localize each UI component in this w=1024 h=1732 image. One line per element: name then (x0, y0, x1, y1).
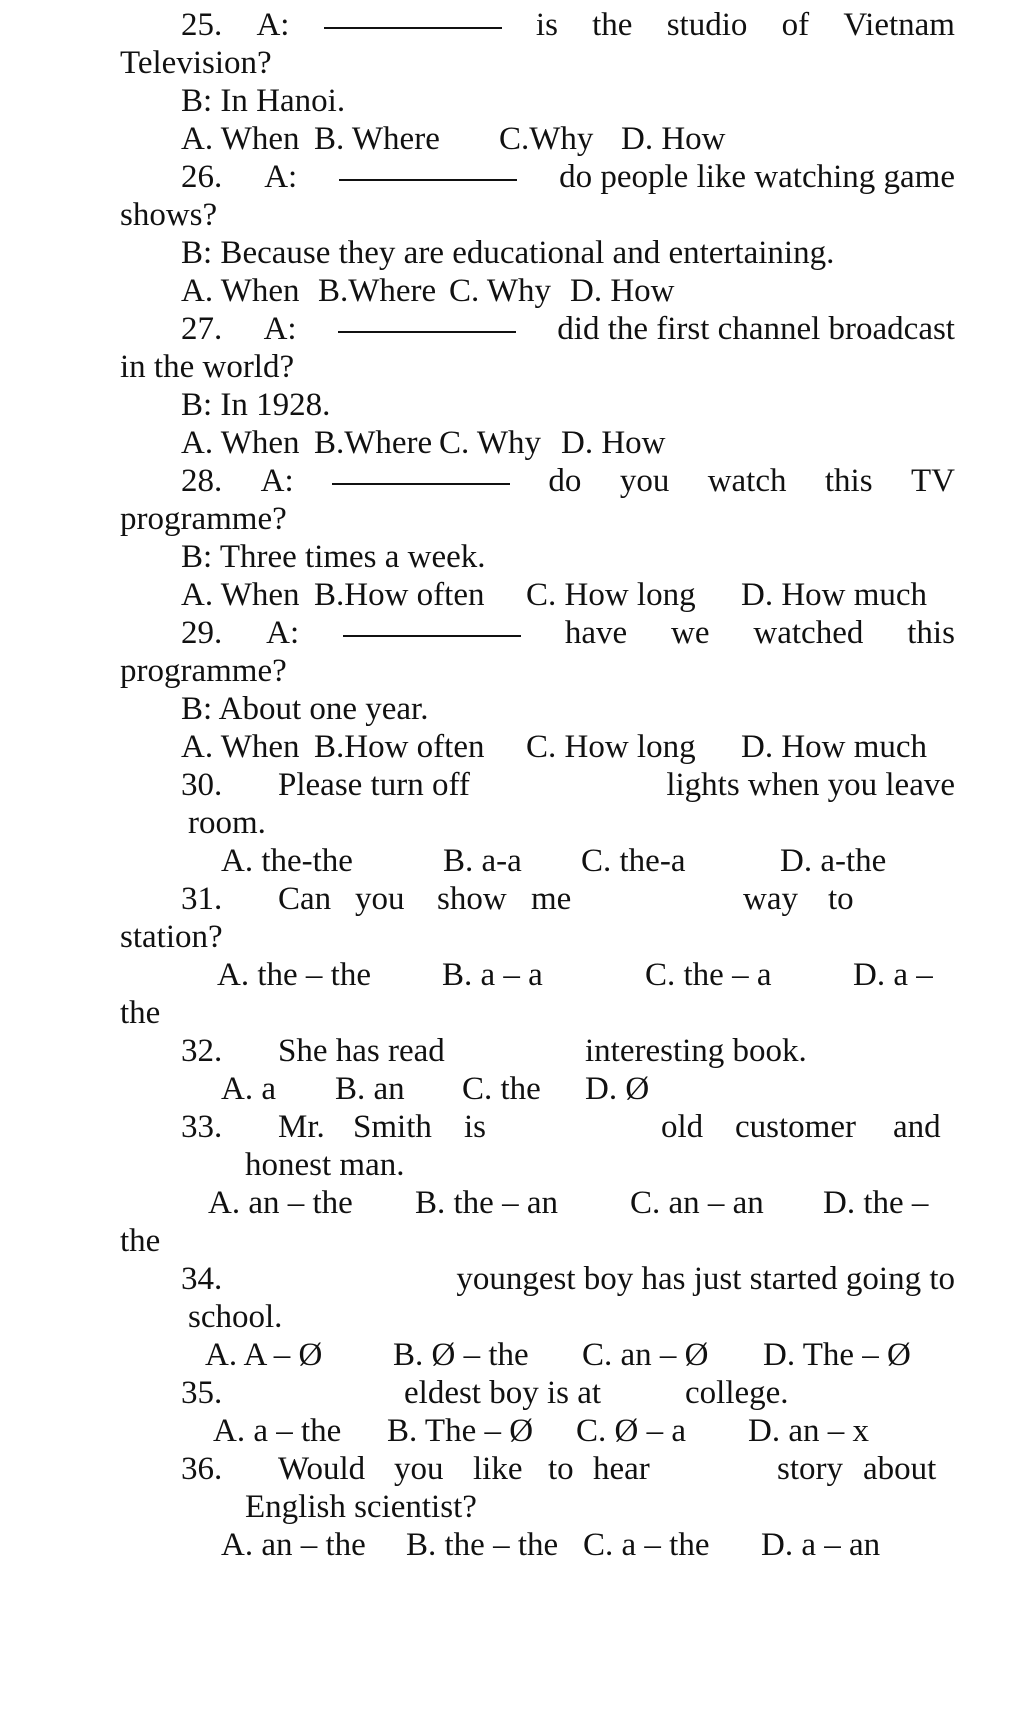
option-c[interactable]: C. an – an (630, 1185, 764, 1221)
question-number: 35. (181, 1375, 223, 1411)
question-number: 27. (181, 311, 223, 347)
question-34-continuation: school. (188, 1299, 283, 1335)
stem-word: about (863, 1451, 937, 1487)
option-b[interactable]: B.Where (314, 425, 433, 461)
question-number: 28. (181, 463, 223, 499)
question-number: 34. (181, 1261, 223, 1297)
stem-word: you (394, 1451, 444, 1487)
stem-word: Can (278, 881, 332, 917)
stem-word: we (671, 615, 710, 651)
stem-after-2: college. (685, 1375, 789, 1411)
question-29-continuation: programme? (120, 653, 287, 689)
option-d[interactable]: D. a – an (761, 1527, 881, 1563)
option-d[interactable]: D. How (621, 121, 726, 157)
question-number: 30. (181, 767, 223, 803)
stem-after: interesting book. (585, 1033, 807, 1069)
option-b[interactable]: B.How often (314, 577, 485, 613)
question-31-continuation: station? (120, 919, 223, 955)
stem-word: watch (707, 463, 787, 499)
answer-blank[interactable] (338, 331, 516, 333)
option-d[interactable]: D. How (570, 273, 675, 309)
question-33-options-wrap: the (120, 1223, 161, 1259)
answer-blank[interactable] (324, 27, 502, 29)
question-number: 29. (181, 615, 223, 651)
stem-word: like (473, 1451, 523, 1487)
answer-blank[interactable] (339, 179, 517, 181)
option-b[interactable]: B.Where (318, 273, 437, 309)
option-d[interactable]: D. How much (741, 729, 928, 765)
stem-word: Mr. (278, 1109, 325, 1145)
stem-word: Smith (353, 1109, 432, 1145)
question-26-continuation: shows? (120, 197, 218, 233)
option-b[interactable]: B. a – a (442, 957, 543, 993)
question-number: 36. (181, 1451, 223, 1487)
question-29-response: B: About one year. (181, 691, 429, 727)
option-a[interactable]: A. When (181, 729, 300, 765)
stem-word: do (548, 463, 582, 499)
stem-text: do people like watching game (559, 159, 955, 195)
stem-word: Vietnam (843, 7, 955, 43)
answer-blank[interactable] (343, 635, 521, 637)
option-d[interactable]: D. The – Ø (763, 1337, 911, 1373)
question-number: 25. (181, 7, 223, 43)
answer-blank[interactable] (332, 483, 510, 485)
option-b[interactable]: B. the – an (415, 1185, 558, 1221)
question-26-response: B: Because they are educational and entertaining. (181, 235, 835, 271)
stem-word: me (531, 881, 572, 917)
option-c[interactable]: C. Why (449, 273, 552, 309)
stem-word: to (828, 881, 854, 917)
option-a[interactable]: A. When (181, 273, 300, 309)
question-25-response: B: In Hanoi. (181, 83, 346, 119)
stem-after-1: eldest boy is at (404, 1375, 602, 1411)
option-a[interactable]: A. an – the (221, 1527, 366, 1563)
stem-word: TV (910, 463, 955, 499)
option-a[interactable]: A. a – the (213, 1413, 342, 1449)
question-number: 26. (181, 159, 223, 195)
option-c[interactable]: C. the – a (645, 957, 772, 993)
option-b[interactable]: B. Ø – the (393, 1337, 529, 1373)
stem-word: studio (666, 7, 748, 43)
option-a[interactable]: A. a (221, 1071, 276, 1107)
question-28-continuation: programme? (120, 501, 287, 537)
option-c[interactable]: C. the-a (581, 843, 686, 879)
option-d[interactable]: D. a – (853, 957, 933, 993)
option-c[interactable]: C. How long (526, 577, 696, 613)
stem-word: you (355, 881, 405, 917)
question-number: 32. (181, 1033, 223, 1069)
speaker-label: A: (264, 159, 298, 195)
option-c[interactable]: C. the (462, 1071, 541, 1107)
stem-before: Please turn off (278, 767, 470, 803)
option-a[interactable]: A. the-the (221, 843, 353, 879)
question-29-stem (181, 612, 955, 654)
option-a[interactable]: A. an – the (208, 1185, 353, 1221)
stem-word: story (777, 1451, 843, 1487)
stem-word: show (437, 881, 507, 917)
stem-word: is (535, 7, 558, 43)
option-b[interactable]: B.How often (314, 729, 485, 765)
option-d[interactable]: D. How much (741, 577, 928, 613)
speaker-label: A: (266, 615, 300, 651)
option-b[interactable]: B. The – Ø (387, 1413, 534, 1449)
stem-word: hear (593, 1451, 650, 1487)
stem-word: watched (753, 615, 864, 651)
question-27-stem (181, 308, 955, 350)
question-number: 31. (181, 881, 223, 917)
option-d[interactable]: D. an – x (748, 1413, 869, 1449)
option-c[interactable]: C. Ø – a (576, 1413, 686, 1449)
question-28-response: B: Three times a week. (181, 539, 486, 575)
stem-word: is (464, 1109, 487, 1145)
stem-word: Would (278, 1451, 366, 1487)
option-a[interactable]: A. the – the (217, 957, 371, 993)
question-number: 33. (181, 1109, 223, 1145)
option-a[interactable]: A. When (181, 577, 300, 613)
question-25-continuation: Television? (120, 45, 272, 81)
option-d[interactable]: D. How (561, 425, 666, 461)
stem-before: She has read (278, 1033, 445, 1069)
option-c[interactable]: C. a – the (583, 1527, 710, 1563)
option-b[interactable]: B. the – the (406, 1527, 559, 1563)
option-c[interactable]: C. How long (526, 729, 696, 765)
stem-after: lights when you leave (666, 767, 955, 803)
option-a[interactable]: A. A – Ø (205, 1337, 323, 1373)
question-31-options-wrap: the (120, 995, 161, 1031)
option-c[interactable]: C. Why (439, 425, 542, 461)
option-a[interactable]: A. When (181, 121, 300, 157)
option-b[interactable]: B. an (335, 1071, 405, 1107)
option-d[interactable]: D. the – (823, 1185, 929, 1221)
stem-word: the (592, 7, 633, 43)
stem-word: way (743, 881, 798, 917)
speaker-label: A: (263, 311, 297, 347)
question-33-continuation: honest man. (245, 1147, 405, 1183)
option-c[interactable]: C. an – Ø (582, 1337, 709, 1373)
question-28-stem (181, 460, 955, 502)
stem-word: you (619, 463, 670, 499)
stem-word: to (548, 1451, 574, 1487)
option-d[interactable]: D. a-the (780, 843, 887, 879)
stem-word: old (661, 1109, 704, 1145)
stem-after: youngest boy has just started going to (456, 1261, 955, 1297)
stem-word: have (564, 615, 628, 651)
question-36-continuation: English scientist? (245, 1489, 477, 1525)
question-27-response: B: In 1928. (181, 387, 331, 423)
stem-text: did the first channel broadcast (557, 311, 955, 347)
question-30-continuation: room. (188, 805, 266, 841)
question-25-stem (181, 4, 955, 46)
stem-word: of (781, 7, 810, 43)
option-b[interactable]: B. Where (314, 121, 440, 157)
stem-word: this (907, 615, 955, 651)
option-c[interactable]: C.Why (499, 121, 594, 157)
stem-word: and (893, 1109, 941, 1145)
question-27-continuation: in the world? (120, 349, 295, 385)
question-26-stem (181, 156, 955, 198)
speaker-label: A: (256, 7, 290, 43)
stem-word: customer (735, 1109, 856, 1145)
option-a[interactable]: A. When (181, 425, 300, 461)
option-b[interactable]: B. a-a (443, 843, 522, 879)
stem-word: this (824, 463, 873, 499)
speaker-label: A: (260, 463, 294, 499)
option-d[interactable]: D. Ø (585, 1071, 650, 1107)
